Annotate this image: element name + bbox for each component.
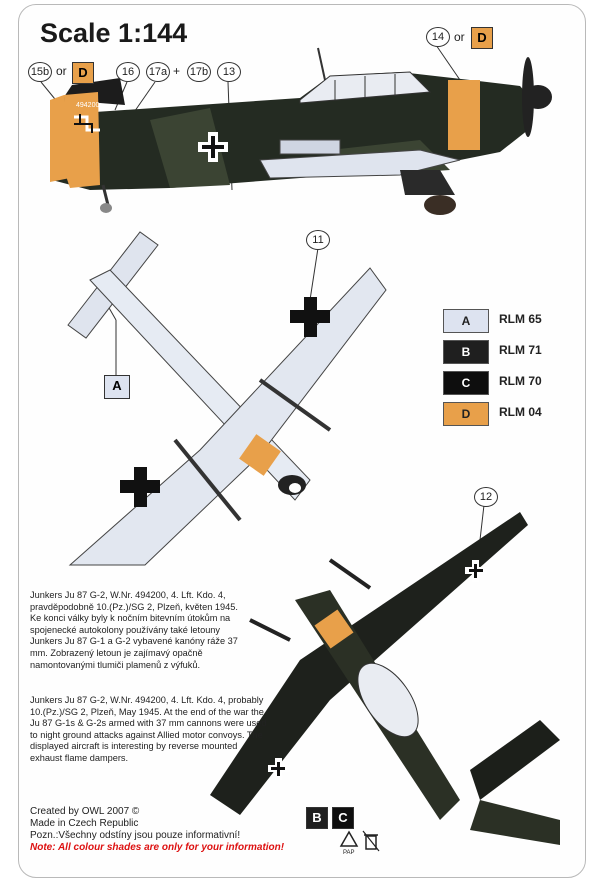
- callout-14: 14: [426, 27, 450, 47]
- plus-text: +: [173, 64, 181, 78]
- callout-17a: 17a: [146, 62, 170, 82]
- ref-a-box: A: [104, 375, 130, 399]
- legend-label: RLM 65: [499, 312, 542, 326]
- legend-swatch: D: [443, 402, 489, 426]
- desc-line: Ju 87 G-1s & G-2s armed with 37 mm cannons were used: [30, 718, 267, 729]
- desc-line: Junkers Ju 87 G-2, W.Nr. 494200, 4. Lft. Kdo. 4,: [30, 590, 226, 600]
- scale-title: Scale 1:144: [40, 18, 188, 48]
- desc-line: displayed aircraft is interesting by reverse mounted: [30, 741, 238, 752]
- tail-code: 494200: [76, 102, 100, 109]
- callout-17b: 17b: [187, 62, 211, 82]
- callout-13: 13: [217, 62, 241, 82]
- or-text: or: [454, 30, 465, 44]
- color-d-swatch: D: [72, 62, 94, 84]
- top-view: [210, 505, 560, 845]
- desc-line: mm. Zobrazený letoun je zajímavý opačně: [30, 647, 203, 658]
- legend-label: RLM 04: [499, 405, 542, 419]
- description-czech: [30, 590, 275, 671]
- trash-bin-icon: [362, 830, 380, 852]
- desc-line: Junkers Ju 87 G-2, W.Nr. 494200, 4. Lft. Kdo. 4, probably: [30, 695, 264, 705]
- recycle-label: PAP: [343, 850, 355, 856]
- callout-12: 12: [474, 487, 498, 507]
- legend-label: RLM 70: [499, 374, 542, 388]
- pozn-note: Pozn.:Všechny odstíny jsou pouze informativní!: [30, 830, 241, 841]
- desc-line: 10.(Pz.)/SG 2, Plzeň, May 1945. At the end of the war the: [30, 706, 264, 717]
- legend-label: RLM 71: [499, 343, 542, 357]
- callout-11: 11: [306, 230, 330, 250]
- description-english: [30, 695, 275, 765]
- colour-note: Note: All colour shades are only for your information!: [30, 842, 285, 853]
- callout-16: 16: [116, 62, 140, 82]
- color-d-swatch: D: [471, 27, 493, 49]
- desc-line: Ke konci války byly k nočním bitevním útokům na: [30, 613, 231, 624]
- legend-swatch: C: [443, 371, 489, 395]
- swatch-b: B: [306, 807, 328, 829]
- desc-line: to night ground attacks against Allied motor convoys. The: [30, 729, 263, 740]
- swatch-c: C: [332, 807, 354, 829]
- callout-15b: 15b: [28, 62, 52, 82]
- desc-line: Junkers Ju 87 G-1 a G-2 vybavené kanóny ráže 37: [30, 636, 238, 647]
- legend-swatch: B: [443, 340, 489, 364]
- desc-line: exhaust flame dampers.: [30, 752, 129, 763]
- desc-line: pravděpodobně 10.(Pz.)/SG 2, Plzeň, květen 1945.: [30, 601, 238, 612]
- legend-swatch: A: [443, 309, 489, 333]
- recycle-icon: [338, 830, 360, 856]
- created-by: Created by OWL 2007 ©: [30, 806, 140, 817]
- desc-line: spojenecké autokolony používány také letouny: [30, 624, 221, 635]
- desc-line: namontovanými tlumiči plamenů z výfuků.: [30, 659, 201, 670]
- made-in: Made in Czech Republic: [30, 818, 139, 829]
- or-text: or: [56, 64, 67, 78]
